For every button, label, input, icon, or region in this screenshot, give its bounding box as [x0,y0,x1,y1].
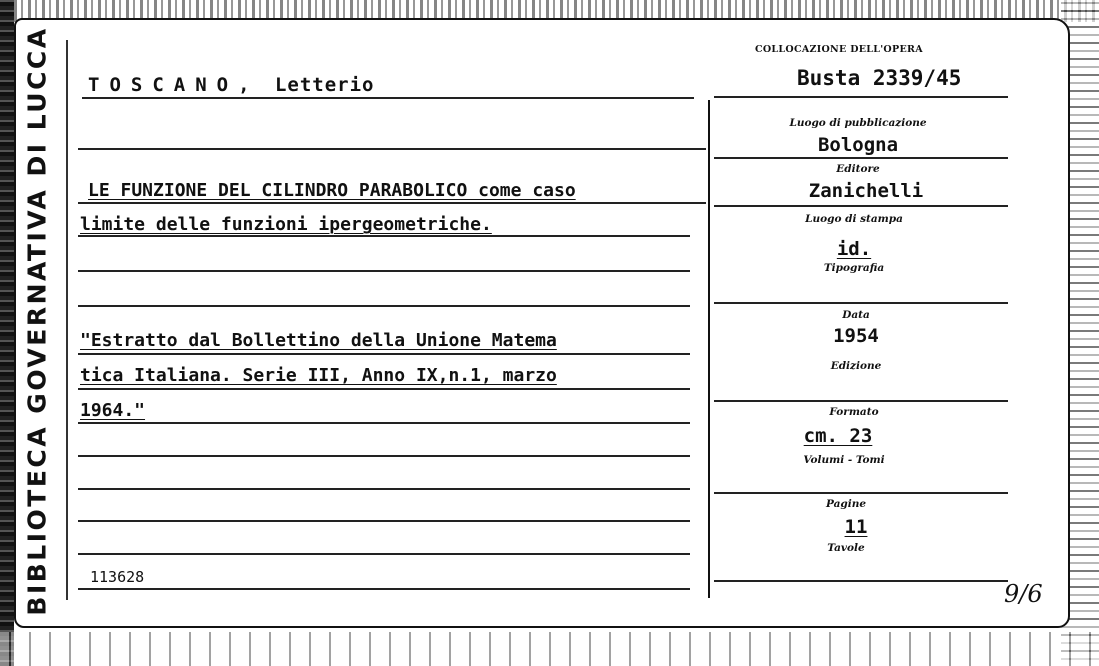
author-given-name: Letterio [274,74,375,96]
author-entry [88,74,375,96]
inventory-number: 113628 [90,568,145,586]
rule-line [78,270,690,272]
shelfmark: Busta 2339/45 [797,66,962,90]
card-margin-rule [66,40,68,600]
rule-line [78,553,690,555]
rule-line [78,520,690,522]
date-label: Data [842,309,870,321]
print-place-label: Luogo di stampa [805,213,903,225]
meta-rule [714,157,1008,159]
meta-rule [714,205,1008,207]
plates-label: Tavole [827,542,865,554]
publisher-label: Editore [836,163,880,175]
rule-line [78,235,690,237]
format-label: Formato [829,406,879,418]
rule-author [82,97,694,99]
handwritten-number: 9/6 [1004,580,1043,608]
pages-value: 11 [844,516,868,538]
meta-rule [714,580,1008,582]
rule-line [78,422,690,424]
catalog-card [14,18,1070,628]
title-line-1: LE FUNZIONE DEL CILINDRO PARABOLICO come caso [88,180,576,201]
rule-line [78,388,690,390]
note-line-3: 1964." [80,400,146,421]
rule-line [78,353,690,355]
scan-border-bottom [0,632,1099,666]
library-name: BIBLIOTECA GOVERNATIVA DI LUCCA [22,26,52,616]
publisher-value: Zanichelli [808,180,924,202]
scan-border-left [0,0,14,666]
rule-line [78,488,690,490]
printer-label: Tipografia [823,262,885,274]
rule-line [78,455,690,457]
pages-label: Pagine [825,498,867,510]
edition-label: Edizione [830,360,882,372]
format-value: cm. 23 [803,425,873,447]
place-label: Luogo di pubblicazione [789,117,927,129]
rule-line [78,305,690,307]
title-line-2: limite delle funzioni ipergeometriche. [80,214,492,235]
rule-line [78,588,690,590]
metadata-column-rule [708,100,710,598]
collocation-label: COLLOCAZIONE DELL'OPERA [755,44,923,55]
author-surname: TOSCANO [88,74,239,96]
place-value: Bologna [817,134,899,156]
library-spine [14,18,60,624]
rule-line [78,148,706,150]
print-place-value: id. [836,238,872,260]
shelfmark-rule [714,96,1008,98]
rule-line [78,202,706,204]
note-line-2: tica Italiana. Serie III, Anno IX,n.1, marzo [80,365,557,386]
volumes-label: Volumi - Tomi [803,454,885,466]
note-line-1: "Estratto dal Bollettino della Unione Matema [80,330,557,351]
meta-rule [714,492,1008,494]
meta-rule [714,400,1008,402]
meta-rule [714,302,1008,304]
author-separator: , [238,74,251,96]
date-value: 1954 [833,325,879,347]
